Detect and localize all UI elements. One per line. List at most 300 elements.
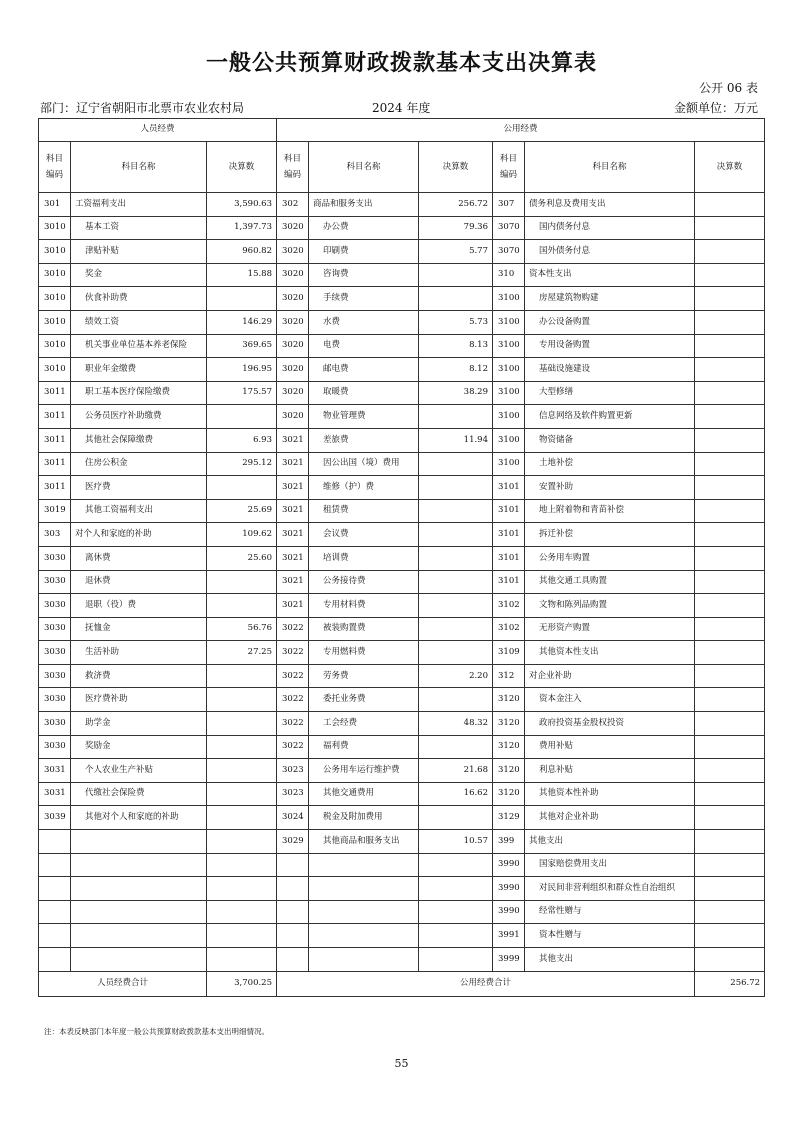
subject-name: 电费 [309, 334, 419, 358]
subject-code [277, 853, 309, 877]
amount [419, 735, 493, 759]
amount [207, 877, 277, 901]
table-row [39, 358, 765, 382]
amount [207, 287, 277, 311]
header-row-columns [39, 142, 765, 193]
table-row [39, 570, 765, 594]
subject-code: 3120 [493, 759, 525, 783]
subject-name: 拆迁补偿 [525, 523, 695, 547]
subject-code: 3020 [277, 358, 309, 382]
subject-code: 3100 [493, 452, 525, 476]
amount [695, 735, 765, 759]
subject-code: 3022 [277, 641, 309, 665]
subject-name: 物业管理费 [309, 405, 419, 429]
subject-name: 基本工资 [71, 216, 207, 240]
subject-code [39, 877, 71, 901]
subject-name: 手续费 [309, 287, 419, 311]
subject-name: 地上附着物和青苗补偿 [525, 499, 695, 523]
table-row [39, 381, 765, 405]
subject-code: 3991 [493, 924, 525, 948]
amount [419, 452, 493, 476]
name-header: 科目名称 [525, 142, 695, 193]
subject-code: 3020 [277, 240, 309, 264]
subject-name: 其他资本性支出 [525, 641, 695, 665]
amount [207, 782, 277, 806]
subject-name: 工会经费 [309, 712, 419, 736]
name-header: 科目名称 [309, 142, 419, 193]
subject-name: 专用设备购置 [525, 334, 695, 358]
subject-code: 3070 [493, 240, 525, 264]
subject-name: 委托业务费 [309, 688, 419, 712]
name-header: 科目名称 [71, 142, 207, 193]
amount [695, 806, 765, 830]
amount [695, 216, 765, 240]
subject-code: 3031 [39, 782, 71, 806]
subject-code: 3039 [39, 806, 71, 830]
subject-name: 被装购置费 [309, 617, 419, 641]
amount: 10.57 [419, 830, 493, 854]
page-number: 55 [394, 1057, 409, 1070]
subject-code: 3019 [39, 499, 71, 523]
amount [695, 523, 765, 547]
subject-name: 债务利息及费用支出 [525, 193, 695, 217]
amount [419, 594, 493, 618]
amount [695, 263, 765, 287]
subject-code [39, 853, 71, 877]
amount [695, 712, 765, 736]
subject-name [71, 948, 207, 972]
code-header: 科目 编码 [493, 142, 525, 193]
amount: 27.25 [207, 641, 277, 665]
amount [695, 428, 765, 452]
table-row [39, 853, 765, 877]
subject-code [39, 900, 71, 924]
subject-code [39, 830, 71, 854]
amount: 21.68 [419, 759, 493, 783]
subject-code: 3100 [493, 334, 525, 358]
subject-name: 国外债务付息 [525, 240, 695, 264]
subject-name: 公务接待费 [309, 570, 419, 594]
totals-row [39, 971, 765, 996]
subject-name [309, 877, 419, 901]
subject-name: 工资福利支出 [71, 193, 207, 217]
amount [695, 877, 765, 901]
subject-code [39, 924, 71, 948]
subject-name [309, 924, 419, 948]
table-row [39, 664, 765, 688]
subject-name: 专用燃料费 [309, 641, 419, 665]
amount [419, 641, 493, 665]
subject-name: 取暖费 [309, 381, 419, 405]
subject-code: 3011 [39, 405, 71, 429]
amount: 16.62 [419, 782, 493, 806]
subject-name: 其他对个人和家庭的补助 [71, 806, 207, 830]
subject-name [71, 877, 207, 901]
personnel-total-label: 人员经费合计 [39, 971, 207, 996]
amount [419, 499, 493, 523]
subject-code: 3030 [39, 712, 71, 736]
table-row [39, 452, 765, 476]
subject-code [39, 948, 71, 972]
subject-name: 咨询费 [309, 263, 419, 287]
subject-code: 3021 [277, 523, 309, 547]
department-label: 部门：辽宁省朝阳市北票市农业农村局 [40, 101, 245, 115]
subject-name: 办公设备购置 [525, 310, 695, 334]
fiscal-year: 2024 年度 [372, 101, 431, 115]
table-row [39, 193, 765, 217]
header-row-groups [39, 119, 765, 142]
subject-code: 3031 [39, 759, 71, 783]
subject-name: 住房公积金 [71, 452, 207, 476]
subject-code: 3030 [39, 546, 71, 570]
subject-code: 3020 [277, 334, 309, 358]
amount [419, 546, 493, 570]
subject-name: 利息补贴 [525, 759, 695, 783]
subject-name: 退职（役）费 [71, 594, 207, 618]
subject-name: 奖金 [71, 263, 207, 287]
amount: 175.57 [207, 381, 277, 405]
subject-name: 印刷费 [309, 240, 419, 264]
subject-code: 3070 [493, 216, 525, 240]
amount [695, 240, 765, 264]
subject-code: 3021 [277, 452, 309, 476]
amount: 11.94 [419, 428, 493, 452]
amount [207, 405, 277, 429]
subject-code: 3030 [39, 594, 71, 618]
subject-name: 办公费 [309, 216, 419, 240]
amount: 5.77 [419, 240, 493, 264]
subject-code: 3010 [39, 240, 71, 264]
subject-code: 3021 [277, 476, 309, 500]
subject-name: 福利费 [309, 735, 419, 759]
amount [419, 688, 493, 712]
subject-code: 3120 [493, 712, 525, 736]
amount [419, 405, 493, 429]
table-row [39, 641, 765, 665]
subject-code: 301 [39, 193, 71, 217]
subject-code: 3010 [39, 216, 71, 240]
amount: 79.36 [419, 216, 493, 240]
subject-code: 3021 [277, 428, 309, 452]
subject-code: 3010 [39, 358, 71, 382]
table-row [39, 924, 765, 948]
amount-header: 决算数 [207, 142, 277, 193]
table-row [39, 263, 765, 287]
personnel-header: 人员经费 [39, 119, 277, 142]
table-row [39, 499, 765, 523]
amount: 15.88 [207, 263, 277, 287]
subject-name: 对个人和家庭的补助 [71, 523, 207, 547]
table-row [39, 523, 765, 547]
amount [695, 830, 765, 854]
public-total-amount: 256.72 [695, 971, 765, 996]
footnote: 注：本表反映部门本年度一般公共预算财政拨款基本支出明细情况。 [44, 1027, 269, 1036]
subject-name: 其他交通费用 [309, 782, 419, 806]
amount [419, 900, 493, 924]
public-header: 公用经费 [277, 119, 765, 142]
table-row [39, 594, 765, 618]
subject-name: 安置补助 [525, 476, 695, 500]
subject-code: 302 [277, 193, 309, 217]
subject-name: 抚恤金 [71, 617, 207, 641]
subject-name: 绩效工资 [71, 310, 207, 334]
subject-name: 公务用车运行维护费 [309, 759, 419, 783]
table-row [39, 546, 765, 570]
subject-name [309, 900, 419, 924]
amount [207, 735, 277, 759]
subject-name: 文物和陈列品购置 [525, 594, 695, 618]
amount: 2.20 [419, 664, 493, 688]
subject-code: 3020 [277, 310, 309, 334]
subject-code [277, 948, 309, 972]
subject-code: 3030 [39, 641, 71, 665]
amount-header: 决算数 [695, 142, 765, 193]
subject-name: 奖励金 [71, 735, 207, 759]
amount [695, 759, 765, 783]
subject-name: 维修（护）费 [309, 476, 419, 500]
subject-name: 公务用车购置 [525, 546, 695, 570]
subject-name: 国家赔偿费用支出 [525, 853, 695, 877]
subject-name: 信息网络及软件购置更新 [525, 405, 695, 429]
subject-name: 培训费 [309, 546, 419, 570]
table-row [39, 216, 765, 240]
subject-code: 312 [493, 664, 525, 688]
subject-name: 因公出国（境）费用 [309, 452, 419, 476]
subject-code: 399 [493, 830, 525, 854]
subject-code: 3101 [493, 499, 525, 523]
subject-code: 3023 [277, 759, 309, 783]
subject-code: 3011 [39, 428, 71, 452]
subject-code: 3010 [39, 310, 71, 334]
subject-code: 3120 [493, 688, 525, 712]
form-number: 公开 06 表 [699, 81, 758, 95]
subject-code: 3022 [277, 688, 309, 712]
subject-name: 其他支出 [525, 830, 695, 854]
amount [695, 664, 765, 688]
subject-code: 3120 [493, 735, 525, 759]
subject-name: 医疗费 [71, 476, 207, 500]
subject-code: 3020 [277, 216, 309, 240]
table-row [39, 310, 765, 334]
subject-name: 土地补偿 [525, 452, 695, 476]
subject-code: 3020 [277, 287, 309, 311]
subject-code: 3011 [39, 381, 71, 405]
table-row [39, 476, 765, 500]
amount: 109.62 [207, 523, 277, 547]
table-row [39, 712, 765, 736]
subject-name: 税金及附加费用 [309, 806, 419, 830]
table-row [39, 948, 765, 972]
amount [207, 712, 277, 736]
subject-name: 资本金注入 [525, 688, 695, 712]
amount: 1,397.73 [207, 216, 277, 240]
amount [695, 546, 765, 570]
subject-name: 职工基本医疗保险缴费 [71, 381, 207, 405]
subject-name: 国内债务付息 [525, 216, 695, 240]
subject-code: 3101 [493, 546, 525, 570]
subject-code: 3999 [493, 948, 525, 972]
amount [419, 476, 493, 500]
amount: 56.76 [207, 617, 277, 641]
subject-code: 3021 [277, 570, 309, 594]
subject-name: 生活补助 [71, 641, 207, 665]
subject-name [309, 853, 419, 877]
amount [419, 523, 493, 547]
subject-code: 3010 [39, 287, 71, 311]
amount: 8.13 [419, 334, 493, 358]
subject-code: 3030 [39, 570, 71, 594]
subject-name: 个人农业生产补贴 [71, 759, 207, 783]
subject-name: 退休费 [71, 570, 207, 594]
expenditure-table [38, 118, 765, 997]
table-row [39, 287, 765, 311]
subject-code: 307 [493, 193, 525, 217]
amount [207, 948, 277, 972]
subject-name: 其他交通工具购置 [525, 570, 695, 594]
subject-name: 邮电费 [309, 358, 419, 382]
amount [695, 641, 765, 665]
subject-code: 3021 [277, 546, 309, 570]
amount: 25.60 [207, 546, 277, 570]
subject-code: 3100 [493, 287, 525, 311]
amount [207, 806, 277, 830]
amount [695, 782, 765, 806]
amount: 6.93 [207, 428, 277, 452]
amount [695, 287, 765, 311]
amount-unit: 金额单位：万元 [673, 101, 758, 115]
amount [695, 452, 765, 476]
subject-name [71, 900, 207, 924]
subject-code: 3021 [277, 499, 309, 523]
subject-name [309, 948, 419, 972]
subject-name: 伙食补助费 [71, 287, 207, 311]
amount [695, 499, 765, 523]
amount: 5.73 [419, 310, 493, 334]
subject-code: 3102 [493, 594, 525, 618]
amount [207, 900, 277, 924]
table-row [39, 830, 765, 854]
personnel-total-amount: 3,700.25 [207, 971, 277, 996]
amount [695, 688, 765, 712]
table-row [39, 877, 765, 901]
code-header: 科目 编码 [39, 142, 71, 193]
subject-code: 3101 [493, 523, 525, 547]
subject-code: 3024 [277, 806, 309, 830]
amount [695, 358, 765, 382]
subject-name: 医疗费补助 [71, 688, 207, 712]
subject-code: 3020 [277, 405, 309, 429]
subject-name: 其他商品和服务支出 [309, 830, 419, 854]
subject-name [71, 853, 207, 877]
subject-name: 政府投资基金股权投资 [525, 712, 695, 736]
subject-name: 助学金 [71, 712, 207, 736]
subject-code [277, 924, 309, 948]
table-row [39, 735, 765, 759]
subject-name: 资本性赠与 [525, 924, 695, 948]
subject-name [71, 924, 207, 948]
subject-name: 水费 [309, 310, 419, 334]
subject-name: 商品和服务支出 [309, 193, 419, 217]
report-title: 一般公共预算财政拨款基本支出决算表 [205, 50, 597, 76]
subject-name: 租赁费 [309, 499, 419, 523]
subject-code: 3990 [493, 900, 525, 924]
amount: 196.95 [207, 358, 277, 382]
amount [207, 476, 277, 500]
amount [419, 570, 493, 594]
amount [207, 853, 277, 877]
subject-code: 3100 [493, 405, 525, 429]
amount: 960.82 [207, 240, 277, 264]
amount [695, 948, 765, 972]
amount [419, 287, 493, 311]
table-row [39, 617, 765, 641]
table-row [39, 900, 765, 924]
subject-name: 会议费 [309, 523, 419, 547]
amount [207, 759, 277, 783]
amount-header: 决算数 [419, 142, 493, 193]
amount [695, 924, 765, 948]
amount [207, 924, 277, 948]
amount [419, 924, 493, 948]
amount [695, 853, 765, 877]
table-row [39, 240, 765, 264]
subject-name [71, 830, 207, 854]
subject-code: 3120 [493, 782, 525, 806]
subject-code: 3101 [493, 476, 525, 500]
amount: 256.72 [419, 193, 493, 217]
subject-name: 津贴补贴 [71, 240, 207, 264]
subject-name: 对民间非营利组织和群众性自治组织 [525, 877, 695, 901]
subject-code: 303 [39, 523, 71, 547]
table-body [39, 119, 765, 997]
subject-code: 3011 [39, 476, 71, 500]
subject-code: 3102 [493, 617, 525, 641]
amount [207, 830, 277, 854]
subject-code: 3022 [277, 712, 309, 736]
amount: 295.12 [207, 452, 277, 476]
subject-code: 3010 [39, 334, 71, 358]
amount: 48.32 [419, 712, 493, 736]
subject-code: 310 [493, 263, 525, 287]
subject-code: 3030 [39, 617, 71, 641]
amount [695, 476, 765, 500]
subject-code: 3101 [493, 570, 525, 594]
subject-code: 3029 [277, 830, 309, 854]
amount: 8.12 [419, 358, 493, 382]
subject-code: 3100 [493, 381, 525, 405]
subject-name: 费用补贴 [525, 735, 695, 759]
amount [207, 594, 277, 618]
subject-name: 职业年金缴费 [71, 358, 207, 382]
subject-code: 3022 [277, 735, 309, 759]
subject-name: 离休费 [71, 546, 207, 570]
amount: 146.29 [207, 310, 277, 334]
subject-code: 3109 [493, 641, 525, 665]
subject-name: 房屋建筑物购建 [525, 287, 695, 311]
subject-code: 3020 [277, 381, 309, 405]
table-row [39, 688, 765, 712]
amount [695, 310, 765, 334]
subject-name: 机关事业单位基本养老保险 [71, 334, 207, 358]
subject-code: 3023 [277, 782, 309, 806]
subject-code [277, 900, 309, 924]
subject-name: 代缴社会保险费 [71, 782, 207, 806]
amount [419, 617, 493, 641]
amount [695, 570, 765, 594]
amount [695, 334, 765, 358]
table-row [39, 806, 765, 830]
amount [695, 381, 765, 405]
